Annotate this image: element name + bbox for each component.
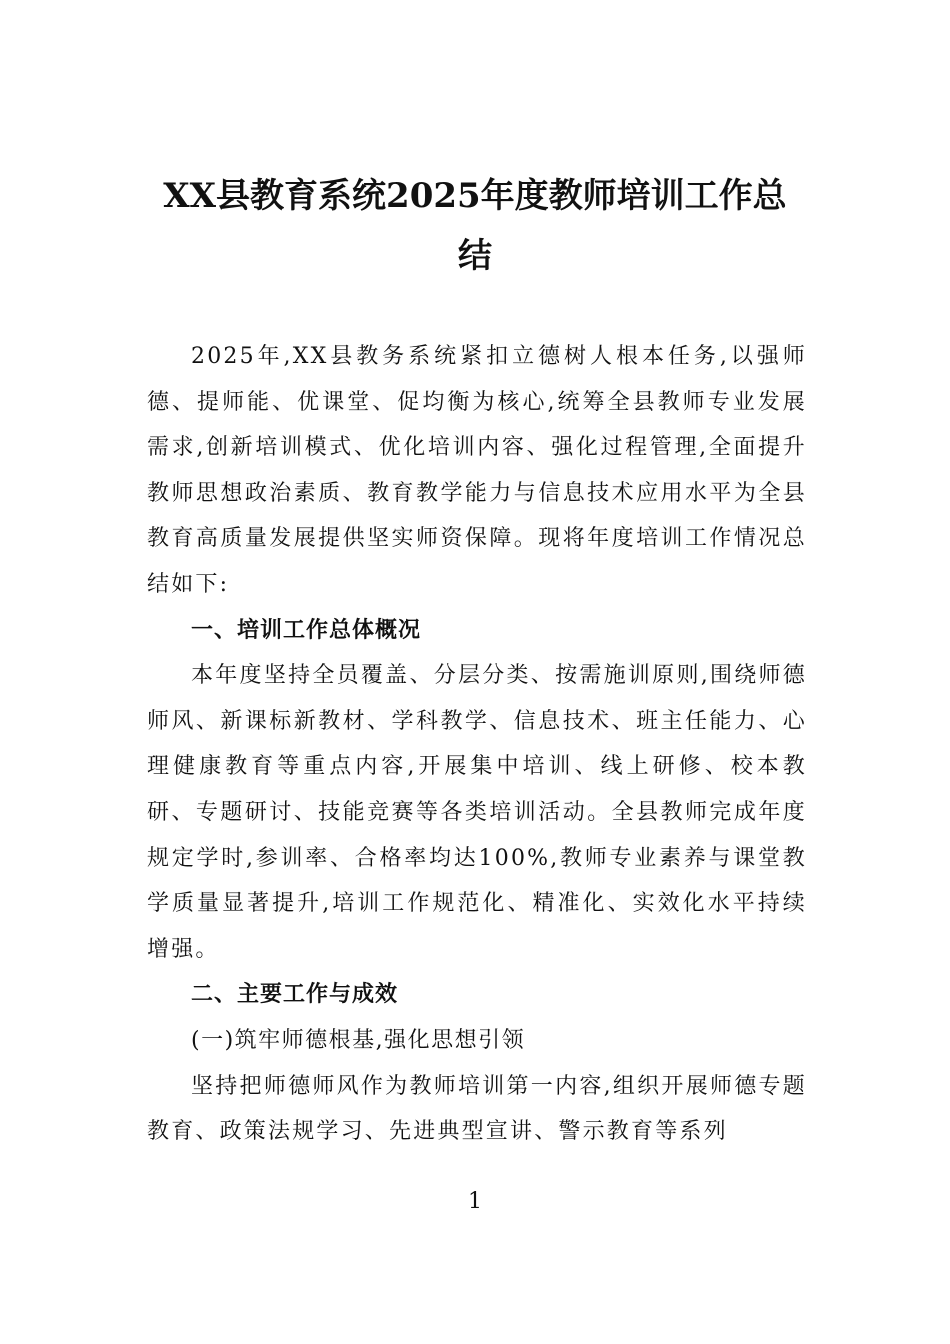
subsection-1-paragraph: 坚持把师德师风作为教师培训第一内容,组织开展师德专题教育、政策法规学习、先进典型宣讲、警示教育等系列 bbox=[147, 1073, 807, 1145]
subsection-1-heading: (一)筑牢师德根基,强化思想引领 bbox=[191, 1027, 526, 1053]
document-body bbox=[147, 334, 807, 1155]
section-2-heading: 二、主要工作与成效 bbox=[191, 982, 399, 1008]
intro-paragraph: 2025年,XX县教务系统紧扣立德树人根本任务,以强师德、提师能、优课堂、促均衡为核心,统筹全县教师专业发展需求,创新培训模式、优化培训内容、强化过程管理,全面提升教师思想政治素质、教育教学能力与信息技术应用水平为全县教育高质量发展提供坚实师资保障。现将年度培训工作情况总结如下: bbox=[147, 344, 807, 597]
section-1-heading: 一、培训工作总体概况 bbox=[191, 617, 422, 643]
title-line-2: 结 bbox=[458, 236, 492, 276]
title-line-1: XX县教育系统2025年度教师培训工作总 bbox=[163, 176, 787, 216]
page-number: 1 bbox=[468, 1189, 482, 1214]
section-1-paragraph: 本年度坚持全员覆盖、分层分类、按需施训原则,围绕师德师风、新课标新教材、学科教学、信息技术、班主任能力、心理健康教育等重点内容,开展集中培训、线上研修、校本教研、专题研讨、技能竞赛等各类培训活动。全县教师完成年度规定学时,参训率、合格率均达100%,教师专业素养与课堂教学质量显著提升,培训工作规范化、精准化、实效化水平持续增强。 bbox=[147, 663, 807, 962]
document-title bbox=[140, 166, 810, 286]
